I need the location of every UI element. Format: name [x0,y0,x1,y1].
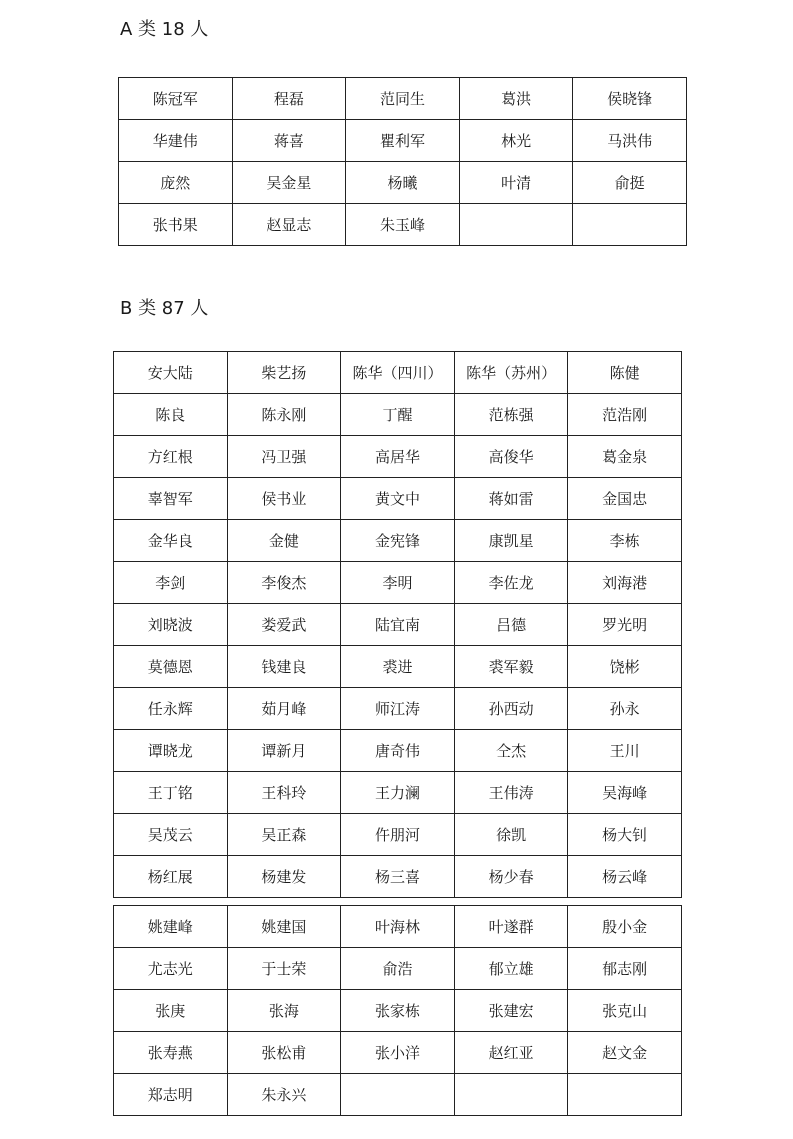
name-cell: 庞然 [119,162,233,204]
name-cell: 郁志刚 [568,948,682,990]
name-cell: 叶遂群 [454,906,568,948]
name-cell: 朱永兴 [227,1074,341,1116]
name-cell: 侯晓锋 [573,78,687,120]
table-row [114,948,682,990]
table-row [114,1032,682,1074]
name-cell: 金宪锋 [341,520,455,562]
table-row [114,856,682,898]
name-cell: 杨大钊 [568,814,682,856]
name-cell: 师江涛 [341,688,455,730]
name-cell: 茹月峰 [227,688,341,730]
name-cell: 葛金泉 [568,436,682,478]
table-row [114,730,682,772]
name-cell: 张克山 [568,990,682,1032]
name-cell: 刘晓波 [114,604,228,646]
name-cell: 高居华 [341,436,455,478]
name-cell: 杨三喜 [341,856,455,898]
table-row [119,120,687,162]
name-cell: 马洪伟 [573,120,687,162]
name-cell: 姚建峰 [114,906,228,948]
name-cell: 李俊杰 [227,562,341,604]
name-cell: 张建宏 [454,990,568,1032]
name-cell: 李剑 [114,562,228,604]
name-cell: 陆宜南 [341,604,455,646]
name-cell: 张松甫 [227,1032,341,1074]
name-cell: 杨少春 [454,856,568,898]
table-row [114,688,682,730]
section-a-table [118,77,687,246]
table-row [114,646,682,688]
name-cell: 金华良 [114,520,228,562]
name-cell: 刘海港 [568,562,682,604]
name-cell: 孙西动 [454,688,568,730]
name-cell: 朱玉峰 [346,204,460,246]
empty-cell [341,1074,455,1116]
name-cell: 方红根 [114,436,228,478]
name-cell: 唐奇伟 [341,730,455,772]
name-cell: 葛洪 [459,78,573,120]
name-cell: 饶彬 [568,646,682,688]
table-row [114,520,682,562]
empty-cell [459,204,573,246]
name-cell: 范同生 [346,78,460,120]
name-cell: 罗光明 [568,604,682,646]
table-row [114,352,682,394]
name-cell: 张寿燕 [114,1032,228,1074]
name-cell: 王科玲 [227,772,341,814]
name-cell: 郑志明 [114,1074,228,1116]
name-cell: 娄爱武 [227,604,341,646]
name-cell: 赵显志 [232,204,346,246]
section-b-heading: B 类 87 人 [120,298,209,319]
name-cell: 辜智军 [114,478,228,520]
name-cell: 蒋喜 [232,120,346,162]
name-cell: 张书果 [119,204,233,246]
name-cell: 徐凯 [454,814,568,856]
name-cell: 安大陆 [114,352,228,394]
table-row [119,204,687,246]
name-cell: 赵文金 [568,1032,682,1074]
name-cell: 陈良 [114,394,228,436]
name-cell: 郁立雄 [454,948,568,990]
name-cell: 张小洋 [341,1032,455,1074]
table-row [114,990,682,1032]
name-cell: 俞浩 [341,948,455,990]
name-cell: 赵红亚 [454,1032,568,1074]
name-cell: 李栋 [568,520,682,562]
name-cell: 范栋强 [454,394,568,436]
empty-cell [454,1074,568,1116]
table-row [114,604,682,646]
name-cell: 俞挺 [573,162,687,204]
name-cell: 范浩刚 [568,394,682,436]
empty-cell [573,204,687,246]
name-cell: 钱建良 [227,646,341,688]
name-cell: 金健 [227,520,341,562]
name-cell: 侯书业 [227,478,341,520]
name-cell: 尤志光 [114,948,228,990]
table-row [114,814,682,856]
name-cell: 王力澜 [341,772,455,814]
name-cell: 张海 [227,990,341,1032]
table-row [114,562,682,604]
name-cell: 叶海林 [341,906,455,948]
name-cell: 吴海峰 [568,772,682,814]
table-row [114,436,682,478]
table-row [114,906,682,948]
name-cell: 杨建发 [227,856,341,898]
name-cell: 叶清 [459,162,573,204]
name-cell: 杨云峰 [568,856,682,898]
name-cell: 任永辉 [114,688,228,730]
name-cell: 谭晓龙 [114,730,228,772]
name-cell: 姚建国 [227,906,341,948]
name-cell: 杨红展 [114,856,228,898]
table-row [119,162,687,204]
name-cell: 吴正森 [227,814,341,856]
name-cell: 柴艺扬 [227,352,341,394]
section-b-table-part1 [113,351,682,898]
name-cell: 王川 [568,730,682,772]
table-row [114,394,682,436]
name-cell: 裘军毅 [454,646,568,688]
name-cell: 李明 [341,562,455,604]
name-cell: 孙永 [568,688,682,730]
name-cell: 陈华（苏州） [454,352,568,394]
name-cell: 仝杰 [454,730,568,772]
name-cell: 莫德恩 [114,646,228,688]
table-row [119,78,687,120]
name-cell: 于士荣 [227,948,341,990]
name-cell: 陈华（四川） [341,352,455,394]
name-cell: 张庚 [114,990,228,1032]
name-cell: 陈健 [568,352,682,394]
name-cell: 高俊华 [454,436,568,478]
name-cell: 瞿利军 [346,120,460,162]
name-cell: 吴金星 [232,162,346,204]
name-cell: 蒋如雷 [454,478,568,520]
name-cell: 王伟涛 [454,772,568,814]
name-cell: 杨曦 [346,162,460,204]
name-cell: 金国忠 [568,478,682,520]
empty-cell [568,1074,682,1116]
name-cell: 李佐龙 [454,562,568,604]
name-cell: 吴茂云 [114,814,228,856]
name-cell: 林光 [459,120,573,162]
table-row [114,478,682,520]
name-cell: 张家栋 [341,990,455,1032]
name-cell: 仵朋河 [341,814,455,856]
name-cell: 丁醒 [341,394,455,436]
name-cell: 陈永刚 [227,394,341,436]
name-cell: 陈冠军 [119,78,233,120]
name-cell: 冯卫强 [227,436,341,478]
name-cell: 吕德 [454,604,568,646]
name-cell: 康凯星 [454,520,568,562]
name-cell: 裘进 [341,646,455,688]
section-b-table-part2 [113,905,682,1116]
name-cell: 程磊 [232,78,346,120]
name-cell: 殷小金 [568,906,682,948]
name-cell: 王丁铭 [114,772,228,814]
name-cell: 华建伟 [119,120,233,162]
name-cell: 谭新月 [227,730,341,772]
section-a-heading: A 类 18 人 [120,19,209,40]
table-row [114,772,682,814]
name-cell: 黄文中 [341,478,455,520]
table-row [114,1074,682,1116]
